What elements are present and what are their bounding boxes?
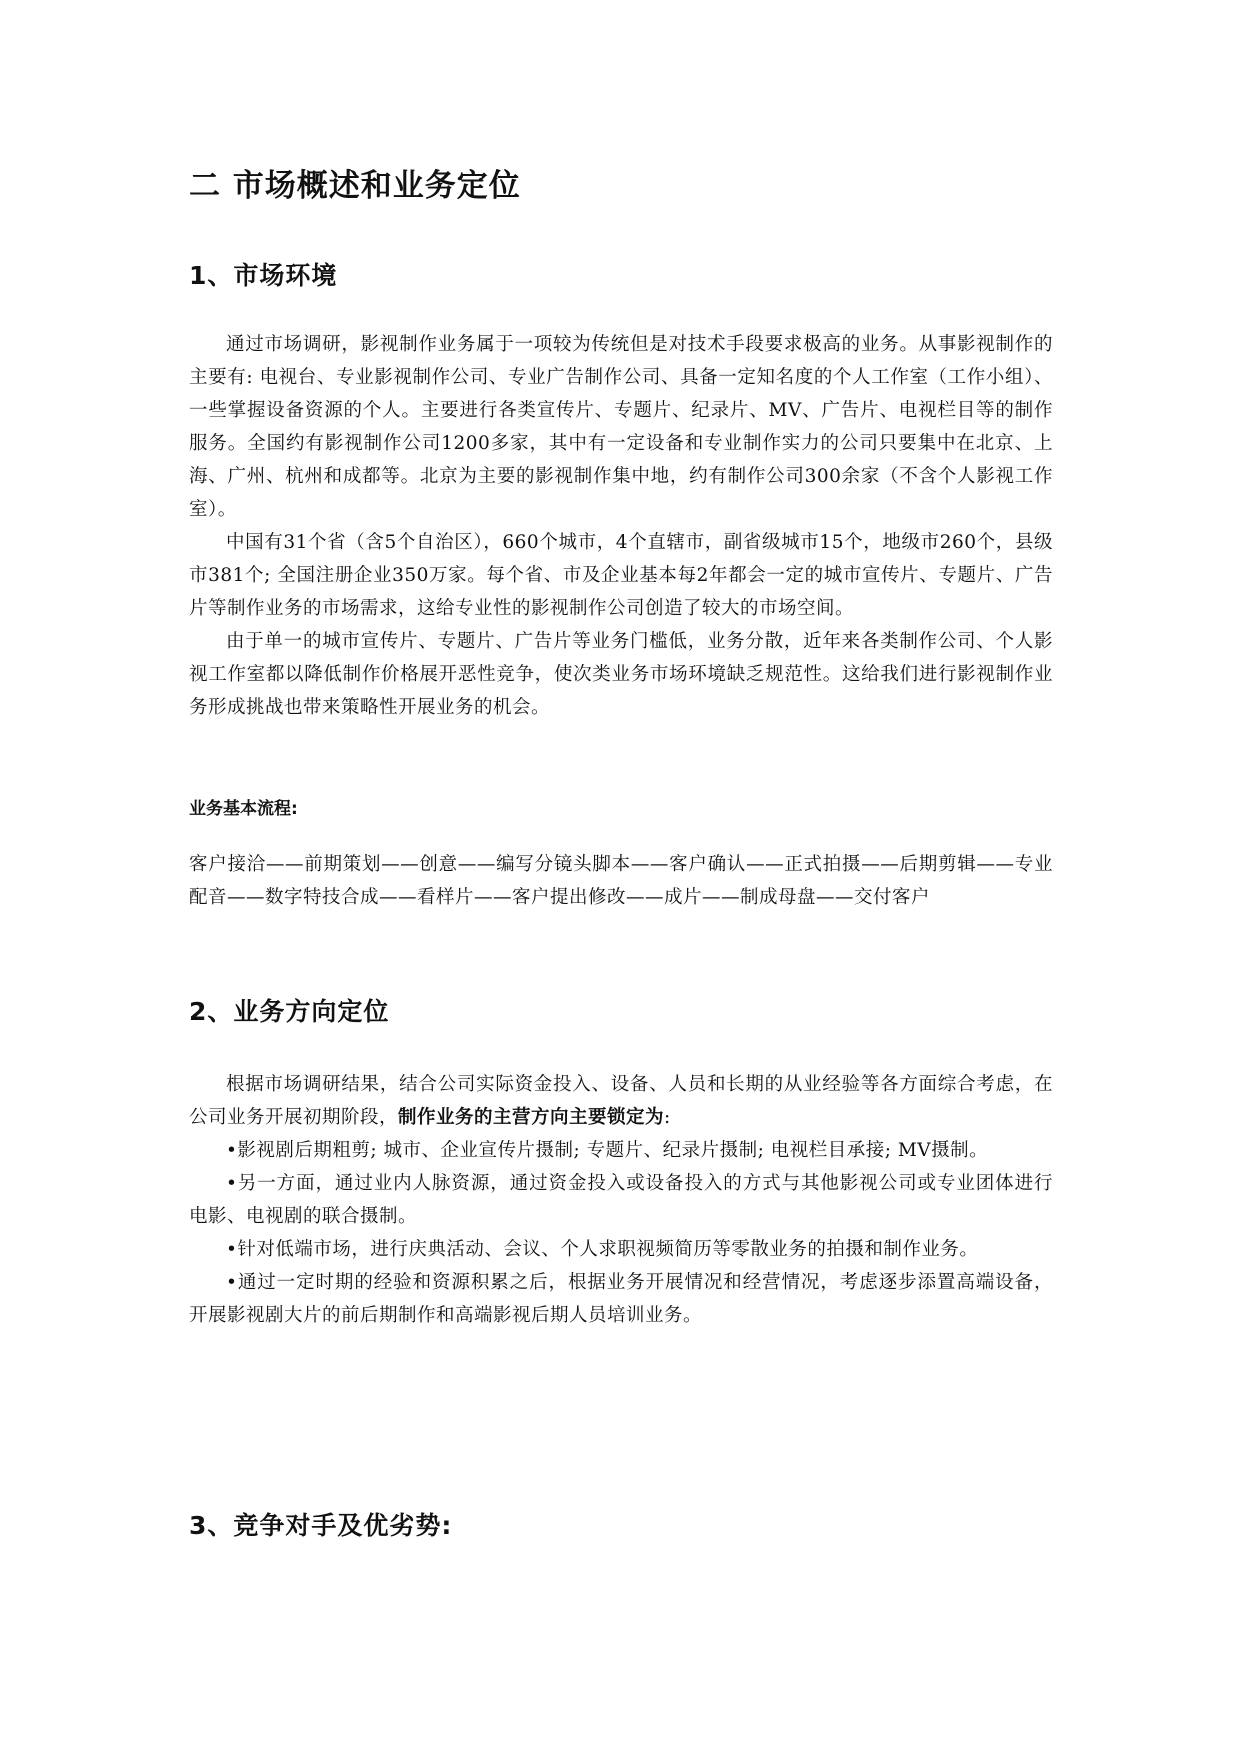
intro-paragraph <box>189 1068 1053 1134</box>
section-2-body <box>189 1068 1053 1332</box>
section-1-heading: 1、市场环境 <box>189 261 338 290</box>
intro-text: 根据市场调研结果，结合公司实际资金投入、设备、人员和长期的从业经验等各方面综合考虑，在公司业务开展初期阶段， <box>189 1074 1053 1128</box>
page-title: 二 市场概述和业务定位 <box>189 168 521 204</box>
bullet-item: •另一方面，通过业内人脉资源，通过资金投入或设备投入的方式与其他影视公司或专业团体进行电影、电视剧的联合摄制。 <box>189 1173 1053 1227</box>
paragraph: 由于单一的城市宣传片、专题片、广告片等业务门槛低，业务分散，近年来各类制作公司、个人影视工作室都以降低制作价格展开恶性竞争，使次类业务市场环境缺乏规范性。这给我们进行影视制作业务形成挑战也带来策略性开展业务的机会。 <box>189 631 1053 718</box>
intro-end: : <box>664 1107 671 1128</box>
section-2-heading: 2、业务方向定位 <box>189 997 390 1026</box>
paragraph: 中国有31个省（含5个自治区），660个城市，4个直辖市，副省级城市15个，地级市260个，县级市381个; 全国注册企业350万家。每个省、市及企业基本每2年都会一定的城市宣传片、专题片、广告片等制作业务的市场需求，这给专业性的影视制作公司创造了较大的市场空间。 <box>189 532 1053 619</box>
bullet-item: •通过一定时期的经验和资源积累之后，根据业务开展情况和经营情况，考虑逐步添置高端设备，开展影视剧大片的前后期制作和高端影视后期人员培训业务。 <box>189 1272 1053 1326</box>
paragraph: 通过市场调研，影视制作业务属于一项较为传统但是对技术手段要求极高的业务。从事影视制作的主要有: 电视台、专业影视制作公司、专业广告制作公司、具备一定知名度的个人工作室（工作小组）、一些掌握设备资源的个人。主要进行各类宣传片、专题片、纪录片、MV、广告片、电视栏目等的制作服务。全国约有影视制作公司1200多家，其中有一定设备和专业制作实力的公司只要集中在北京、上海、广州、杭州和成都等。北京为主要的影视制作集中地，约有制作公司300余家（不含个人影视工作室）。 <box>189 334 1053 520</box>
intro-bold-text: 制作业务的主营方向主要锁定为 <box>398 1107 665 1128</box>
bullet-item: •针对低端市场，进行庆典活动、会议、个人求职视频简历等零散业务的拍摄和制作业务。 <box>226 1239 979 1260</box>
section-1-body <box>189 328 1053 724</box>
flow-text-block <box>189 848 1053 914</box>
flow-label: 业务基本流程: <box>189 799 298 819</box>
flow-text: 客户接洽——前期策划——创意——编写分镜头脚本——客户确认——正式拍摄——后期剪辑——专业配音——数字特技合成——看样片——客户提出修改——成片——制成母盘——交付客户 <box>189 854 1053 908</box>
bullet-item: •影视剧后期粗剪; 城市、企业宣传片摄制; 专题片、纪录片摄制; 电视栏目承接; MV摄制。 <box>226 1140 989 1161</box>
section-3-heading: 3、竞争对手及优劣势: <box>189 1511 453 1540</box>
